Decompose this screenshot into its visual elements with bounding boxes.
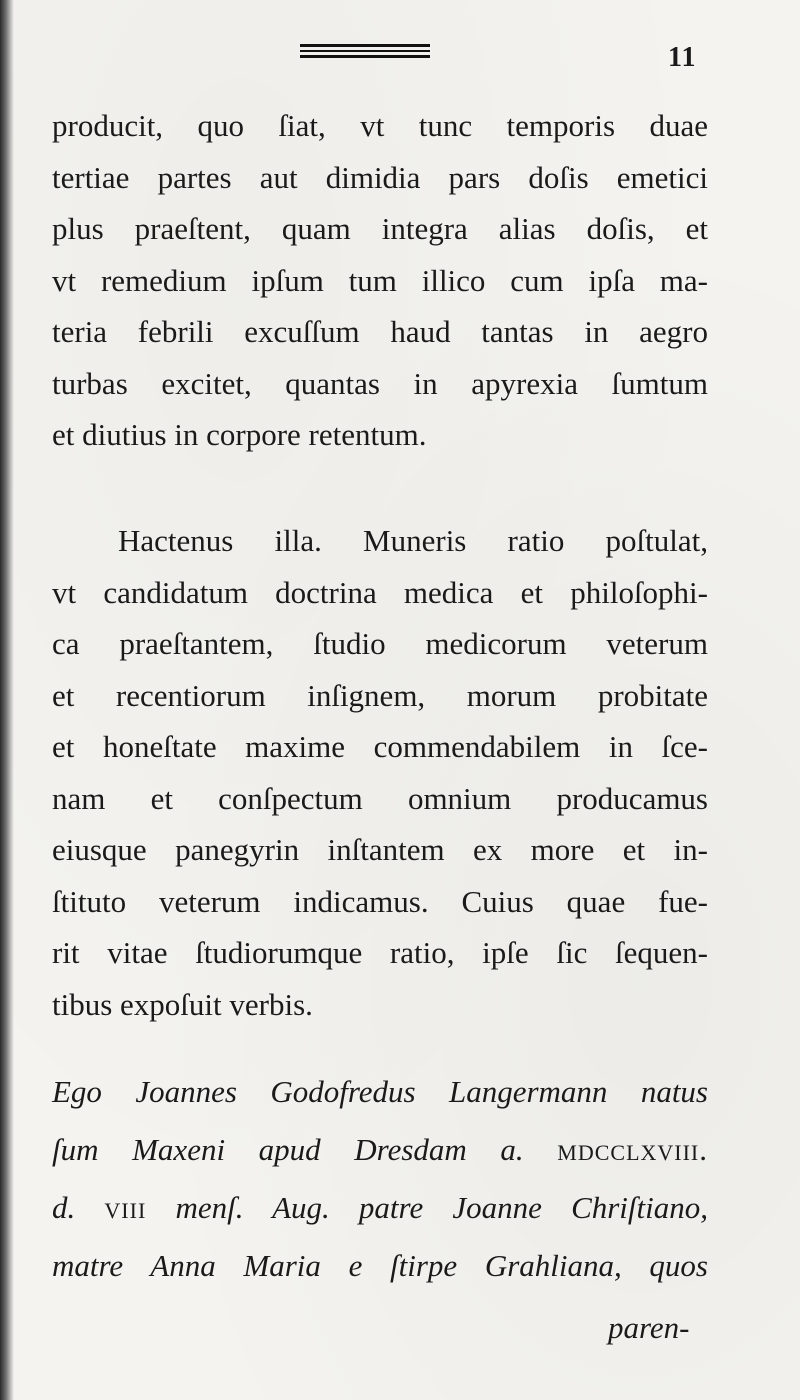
- paragraph-1: [52, 100, 708, 461]
- text-line: et diutius in corpore retentum.: [52, 417, 427, 452]
- text-line: et honeſtate maxime commendabilem in ſce-: [52, 729, 708, 764]
- text-line: tertiae partes aut dimidia pars doſis emetici: [52, 159, 708, 195]
- text-line: et recentiorum inſignem, morum probitate: [52, 677, 708, 713]
- birth-year: mdcclxviii.: [557, 1132, 709, 1167]
- text-line-part: d.: [52, 1190, 76, 1225]
- header-ornament-rule: [300, 44, 430, 61]
- birth-day: viii: [104, 1190, 147, 1225]
- text-line: [52, 1179, 708, 1237]
- text-line: Ego Joannes Godofredus Langermann natus: [52, 1074, 708, 1109]
- text-line: [52, 1121, 708, 1179]
- text-line: matre Anna Maria e ſtirpe Grahliana, quos: [52, 1248, 708, 1283]
- catchword: paren-: [608, 1310, 690, 1345]
- paragraph-3-autobiography: [52, 1063, 708, 1295]
- text-line: producit, quo ſiat, vt tunc temporis duae: [52, 108, 708, 143]
- text-line: rit vitae ſtudiorumque ratio, ipſe ſic ſequen-: [52, 935, 708, 970]
- text-line: plus praeſtent, quam integra alias doſis, et: [52, 211, 708, 246]
- text-line: teria febrili excuſſum haud tantas in aegro: [52, 314, 708, 349]
- text-line: eiusque panegyrin inſtantem ex more et in-: [52, 832, 708, 867]
- text-line: Hactenus illa. Muneris ratio poſtulat,: [118, 523, 708, 558]
- text-line-part: menſ. Aug. patre Joanne Chriſtiano,: [175, 1190, 709, 1225]
- text-line: ca praeſtantem, ſtudio medicorum veterum: [52, 626, 708, 661]
- text-line: turbas excitet, quantas in apyrexia ſumtum: [52, 365, 708, 401]
- text-line: vt remedium ipſum tum illico cum ipſa ma-: [52, 262, 708, 298]
- paragraph-2: [52, 515, 708, 1030]
- page-number: 11: [668, 42, 697, 73]
- text-line: tibus expoſuit verbis.: [52, 986, 313, 1022]
- text-line: vt candidatum doctrina medica et philoſophi-: [52, 574, 708, 610]
- text-line-part: ſum Maxeni apud Dresdam a.: [52, 1132, 524, 1167]
- page-binding-shadow: [0, 0, 14, 1400]
- text-line: ſtituto veterum indicamus. Cuius quae fue-: [52, 883, 708, 919]
- text-line: nam et conſpectum omnium producamus: [52, 780, 708, 816]
